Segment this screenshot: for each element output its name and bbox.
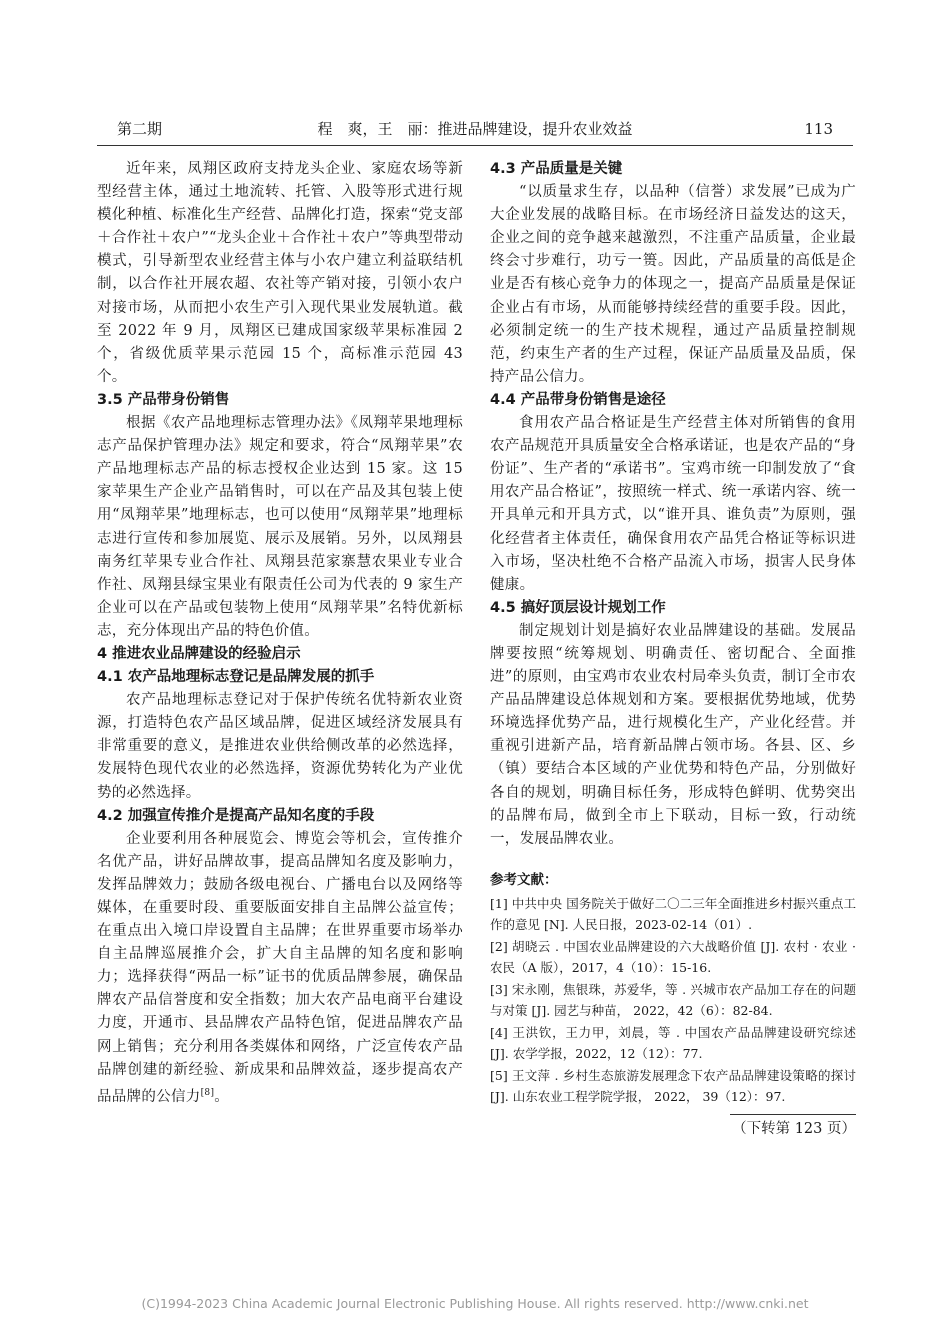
section-heading-4-2: 4.2 加强宣传推介是提高产品知名度的手段 — [97, 807, 375, 824]
article-title: 程 爽，王 丽：推进品牌建设，提升农业效益 — [317, 120, 633, 138]
paragraph-end: 。 — [214, 1088, 230, 1105]
right-column — [490, 158, 856, 1140]
page-number: 113 — [804, 120, 833, 138]
section-heading-4-3: 4.3 产品质量是关键 — [490, 161, 623, 177]
citation-ref[interactable]: [8] — [200, 1087, 215, 1098]
body-paragraph: 近年来，凤翔区政府支持龙头企业、家庭农场等新型经营主体，通过土地流转、托管、入股等形式进行规模化种植、标准化生产经营、品牌化打造，探索“党支部＋合作社＋农户”“龙头企业＋合作社＋农户”等典型带动模式，引导新型农业经营主体与小农户建立利益联结机制，以合作社开展农超、农社等产销对接，引领小农户对接市场，从而把小农生产引入现代果业发展轨道。截至 2022 年 9 月，凤翔区已建成国家级苹果标准园 2 个，省级优质苹果示范园 15 个，高标准示范园 43 个。 — [97, 161, 463, 385]
reference-item: [1] 中共中央 国务院关于做好二〇二三年全面推进乡村振兴重点工作的意见 [N]. 人民日报，2023-02-14（01）. — [490, 895, 856, 933]
section-heading-4-1: 4.1 农产品地理标志登记是品牌发展的抓手 — [97, 669, 375, 686]
running-header — [97, 118, 853, 140]
body-paragraph: 制定规划计划是搞好农业品牌建设的基础。发展品牌要按照“统筹规划、明确责任、密切配合、全面推进”的原则，由宝鸡市农业农村局牵头负责，制订全市农产品品牌建设总体规划和方案。要根据优势地域，优势环境选择优势产品，进行规模化生产，产业化经营。并重视引进新产品，培育新品牌占领市场。各县、区、乡（镇）要结合本区域的产业优势和特色产品，分别做好各自的规划，明确目标任务，形成特色鲜明、优势突出的品牌布局，做到全市上下联动，目标一致，行动统一，发展品牌农业。 — [490, 622, 856, 847]
body-paragraph: 根据《农产品地理标志管理办法》《凤翔苹果地理标志产品保护管理办法》规定和要求，符合“凤翔苹果”农产品地理标志产品的标志授权企业达到 15 家。这 15 家苹果生产企业产品销售时，可以在产品及其包装上使用“凤翔苹果”地理标志，也可以使用“凤翔苹果”地理标志进行宣传和参加展览、展示及展销。另外，以凤翔县南务红苹果专业合作社、凤翔县范家寨慧农果业专业合作社、凤翔县绿宝果业有限责任公司为代表的 9 家生产企业可以在产品或包装物上使用“凤翔苹果”名特优新标志，充分体现出产品的特色价值。 — [97, 415, 463, 639]
reference-item: [5] 王文萍 . 乡村生态旅游发展理念下农产品品牌建设策略的探讨 [J]. 山东农业工程学院学报， 2022， 39（12）：97. — [490, 1067, 856, 1105]
reference-item: [4] 王洪钦，王力甲，刘晨，等 . 中国农产品品牌建设研究综述 [J]. 农学学报，2022，12（12）：77. — [490, 1024, 856, 1062]
copyright-footer: (C)1994-2023 China Academic Journal Electronic Publishing House. All rights reserved. http://www.cnki.net — [141, 1296, 809, 1311]
body-paragraph: 农产品地理标志登记对于保护传统名优特新农业资源，打造特色农产品区域品牌，促进区域经济发展具有非常重要的意义，是推进农业供给侧改革的必然选择，发展特色现代农业的必然选择，资源优势转化为产业优势的必然选择。 — [97, 692, 463, 801]
left-column — [97, 158, 463, 1109]
section-heading-4-4: 4.4 产品带身份销售是途径 — [490, 391, 666, 408]
header-divider — [97, 145, 853, 146]
continued-note: （下转第 123 页） — [732, 1120, 856, 1137]
journal-issue: 第二期 — [117, 120, 163, 138]
reference-item: [2] 胡晓云 . 中国农业品牌建设的六大战略价值 [J]. 农村 · 农业 · 农民（A 版），2017，4（10）：15-16. — [490, 938, 856, 976]
section-heading-4-5: 4.5 搞好顶层设计规划工作 — [490, 599, 666, 616]
section-heading-4: 4 推进农业品牌建设的经验启示 — [97, 645, 301, 662]
body-paragraph — [97, 828, 463, 1109]
paragraph-text: 企业要利用各种展览会、博览会等机会，宣传推介名优产品，讲好品牌故事，提高品牌知名度及影响力，发挥品牌效力；鼓励各级电视台、广播电台以及网络等媒体，在重要时段、重要版面安排自主品牌公益宣传；在重点出入境口岸设置自主品牌；在世界重要市场举办自主品牌巡展推介会，扩大自主品牌的知名度和影响力；选择获得“两品一标”证书的优质品牌参展，确保品牌农产品信誉度和安全指数；加大农产品电商平台建设力度，开通市、县品牌农产品特色馆，促进品牌农产品网上销售；充分利用各类媒体和网络，广泛宣传农产品品牌创建的新经验、新成果和品牌效益，逐步提高农产品品牌的公信力 — [97, 830, 463, 1105]
body-paragraph: 食用农产品合格证是生产经营主体对所销售的食用农产品规范开具质量安全合格承诺证，也是农产品的“身份证”、生产者的“承诺书”。宝鸡市统一印制发放了“食用农产品合格证”，按照统一样式、统一承诺内容、统一开具单元和开具方式，以“谁开具、谁负责”为原则，强化经营者主体责任，确保食用农产品凭合格证等标识进入市场，坚决杜绝不合格产品流入市场，损害人民身体健康。 — [490, 415, 856, 593]
reference-item: [3] 宋永刚，焦银珠，苏爱华，等 . 兴城市农产品加工存在的问题与对策 [J]. 园艺与种苗， 2022，42（6）：82-84. — [490, 981, 856, 1019]
body-paragraph: “以质量求生存，以品种（信誉）求发展”已成为广大企业发展的战略目标。在市场经济日益发达的这天，企业之间的竞争越来越激烈，不注重产品质量，企业最终会寸步难行，功亏一篑。因此，产品质量的高低是企业是否有核心竞争力的体现之一，提高产品质量是保证企业占有市场，从而能够持续经营的重要手段。因此，必须制定统一的生产技术规程，通过产品质量控制规范，约束生产者的生产过程，保证产品质量及品质，保持产品公信力。 — [490, 184, 856, 385]
section-heading-3-5: 3.5 产品带身份销售 — [97, 391, 230, 408]
continuation-divider — [730, 1114, 856, 1115]
references-title: 参考文献： — [490, 871, 558, 888]
